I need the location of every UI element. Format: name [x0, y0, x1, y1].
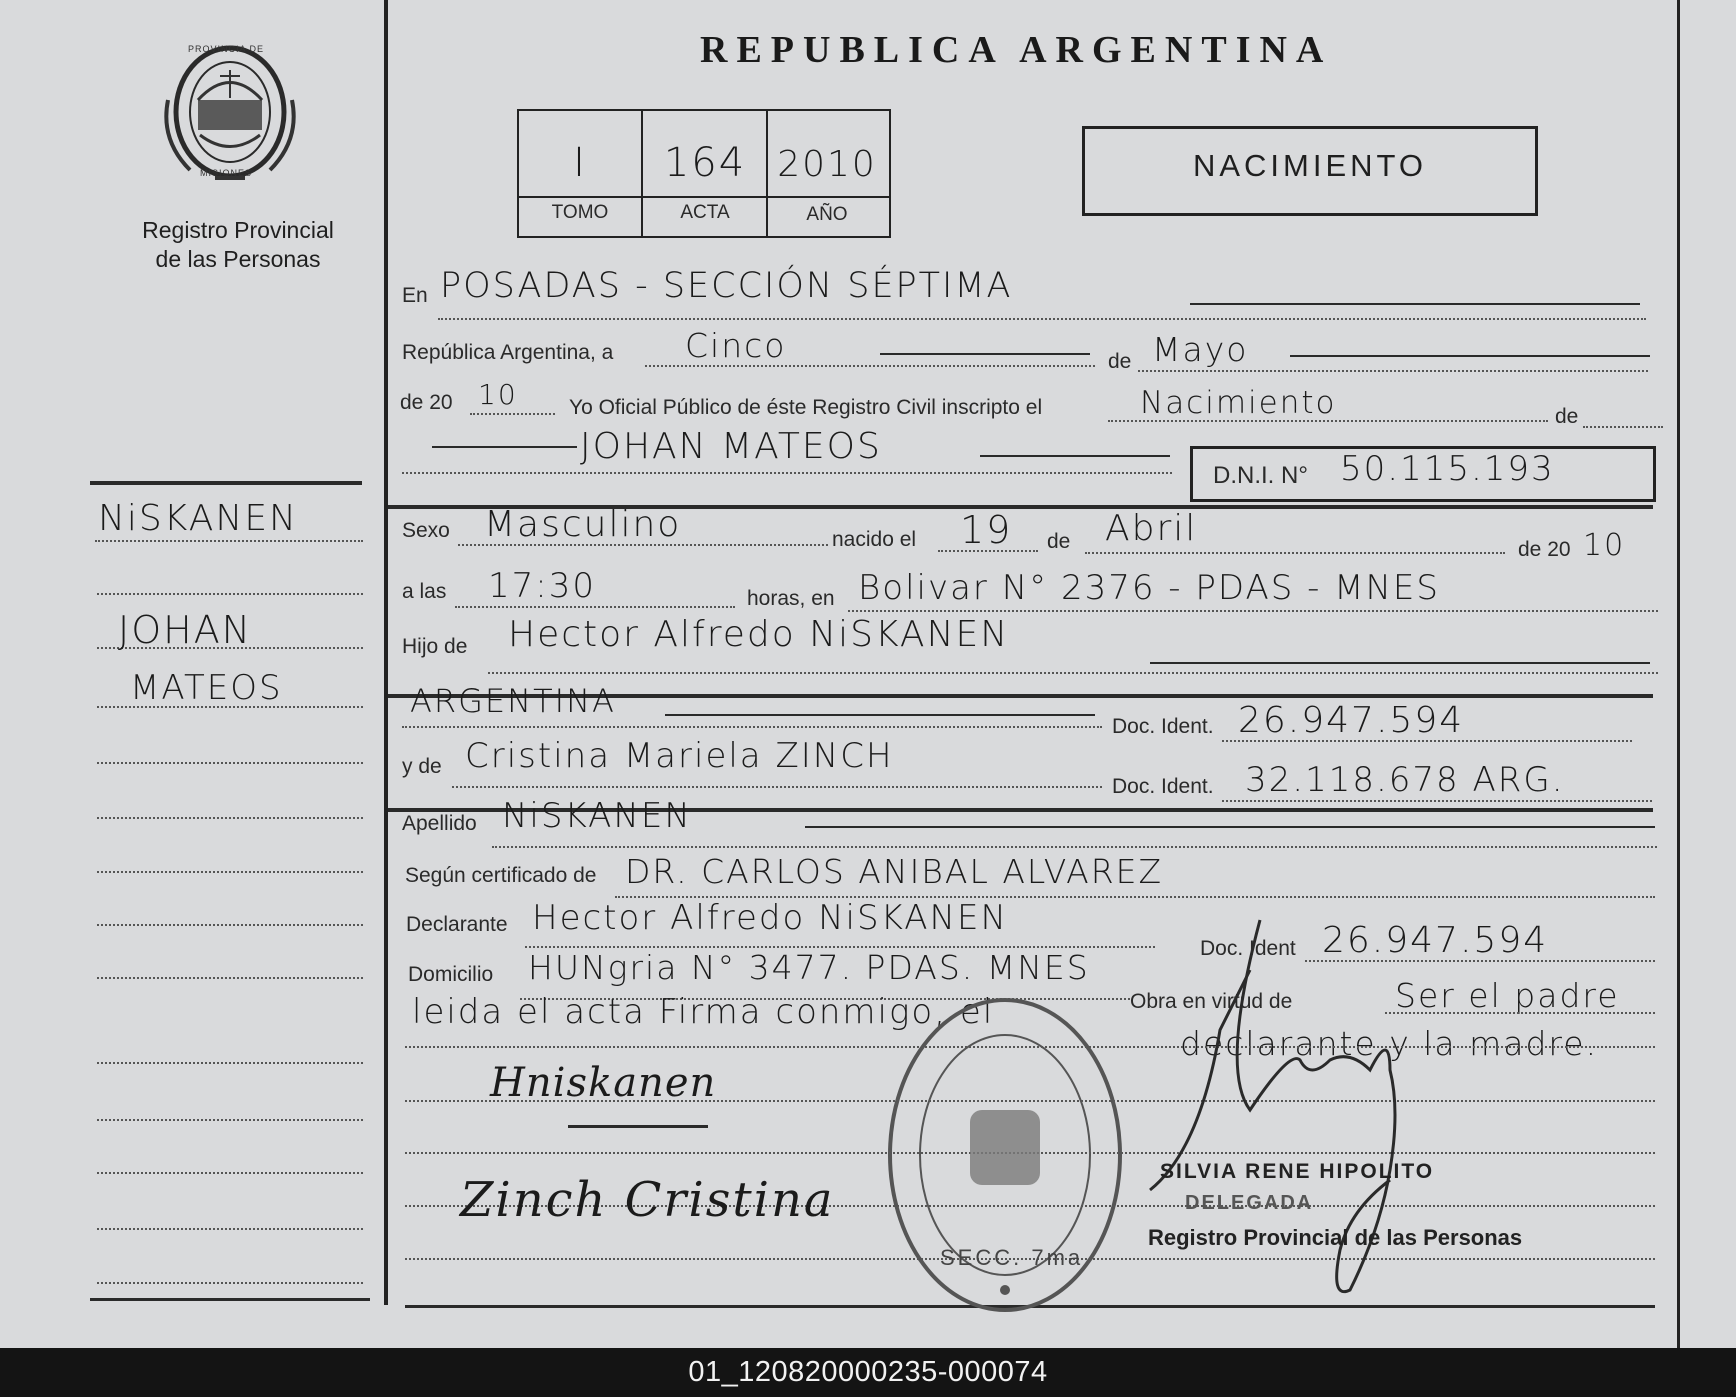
- sexo-label: Sexo: [402, 519, 450, 542]
- lugar-value: Bolivar N° 2376 - PDAS - MNES: [858, 568, 1440, 608]
- padre-doc-value: 26.947.594: [1238, 700, 1465, 741]
- inscripto-line: [1108, 420, 1548, 422]
- alas-label: a las: [402, 580, 447, 603]
- margin-line: [97, 977, 363, 979]
- registry-name-line2: de las Personas: [155, 246, 321, 272]
- padre-line-stroke: [1150, 662, 1650, 664]
- doc-ident-label-3: Doc. Ident: [1200, 937, 1296, 960]
- yde-label: y de: [402, 755, 442, 778]
- name-line-stroke-right: [980, 455, 1170, 457]
- margin-top-rule: [90, 481, 362, 485]
- margin-line: [97, 1062, 363, 1064]
- leida-text-1: leida el acta Firma conmigo, el: [412, 992, 995, 1032]
- apellido-line: [492, 846, 1657, 848]
- acta-label: ACTA: [680, 202, 730, 223]
- declarante-doc-value: 26.947.594: [1322, 920, 1549, 961]
- madre-doc-line: [1222, 800, 1652, 802]
- padre-nationality: ARGENTINA: [410, 682, 616, 720]
- nacido-year-suffix: 10: [1583, 528, 1626, 563]
- de20-label-2: de 20: [1518, 538, 1571, 561]
- domicilio-value: HUNgria N° 3477. PDAS. MNES: [528, 948, 1090, 987]
- left-column-divider: [384, 0, 388, 1305]
- hora-value: 17:30: [488, 566, 596, 606]
- doc-ident-label-2: Doc. Ident.: [1112, 775, 1214, 798]
- de-label: de: [1108, 350, 1132, 373]
- emblem-text-top: PROVINCIA DE: [188, 44, 265, 54]
- obra-label: Obra en virtud de: [1130, 990, 1293, 1013]
- margin-surname: NiSKANEN: [98, 498, 298, 539]
- declarante-value: Hector Alfredo NiSKANEN: [532, 898, 1008, 938]
- madre-doc-value: 32.118.678 ARG.: [1245, 760, 1565, 800]
- margin-second-name: MATEOS: [130, 668, 283, 708]
- nacido-dia: 19: [960, 508, 1013, 552]
- certificado-value: DR. CARLOS ANIBAL ALVAREZ: [625, 852, 1164, 891]
- anio-label: AÑO: [806, 204, 848, 225]
- hora-line: [455, 606, 735, 608]
- en-line-stroke: [1190, 303, 1640, 305]
- lugar-line: [848, 610, 1658, 612]
- nacido-label: nacido el: [832, 528, 917, 551]
- dia-value: Cinco: [685, 326, 787, 365]
- anio-value: 2010: [777, 144, 877, 185]
- margin-bottom-rule: [90, 1298, 370, 1301]
- margin-line: [97, 817, 363, 819]
- mes-line-stroke: [1290, 355, 1650, 357]
- official-title: DELEGADA: [1185, 1192, 1314, 1214]
- registry-name-line1: Registro Provincial: [142, 217, 334, 243]
- oficial-text: Yo Oficial Público de éste Registro Civil inscripto el: [569, 396, 1043, 419]
- padre-line: [488, 672, 1658, 674]
- hijo-label: Hijo de: [402, 635, 468, 658]
- republica-label: República Argentina, a: [402, 341, 614, 364]
- dni-value: 50.115.193: [1340, 449, 1555, 489]
- horas-en-label: horas, en: [747, 587, 835, 610]
- mes-value: Mayo: [1152, 330, 1249, 369]
- de-label-2: de: [1555, 405, 1579, 428]
- domicilio-label: Domicilio: [408, 963, 494, 986]
- de-label-3: de: [1047, 530, 1071, 553]
- year-suffix: 10: [478, 378, 518, 411]
- leida-text-2: declarante y la madre.: [1180, 1024, 1599, 1063]
- apellido-line-stroke: [805, 826, 1655, 828]
- margin-line: [97, 1282, 363, 1284]
- de20-label: de 20: [400, 391, 453, 414]
- declarante-label: Declarante: [406, 913, 508, 936]
- dni-label: D.N.I. N°: [1213, 462, 1308, 489]
- document-type-label: NACIMIENTO: [1192, 148, 1428, 183]
- seal-inner-text: SECC. 7ma: [940, 1245, 1084, 1270]
- right-page-edge: [1677, 0, 1680, 1348]
- emblem-text-bottom: MISIONES: [200, 168, 253, 178]
- sexo-value: Masculino: [484, 504, 682, 545]
- margin-line: [97, 1119, 363, 1121]
- scan-id: 01_120820000235-000074: [688, 1356, 1048, 1388]
- margin-line: [97, 593, 363, 595]
- dia-line: [645, 365, 1095, 367]
- nacido-dia-line: [938, 550, 1038, 552]
- nac-line: [402, 726, 1102, 728]
- inscripto-value: Nacimiento: [1140, 385, 1337, 421]
- nacido-mes: Abril: [1105, 508, 1198, 549]
- margin-first-name: JOHAN: [118, 608, 253, 652]
- nac-line-stroke: [665, 714, 1095, 716]
- year-line: [470, 413, 555, 415]
- name-line: [402, 472, 1172, 474]
- certificado-label: Según certificado de: [405, 864, 597, 887]
- registered-name: JOHAN MATEOS: [580, 426, 882, 467]
- signature-underline: [568, 1125, 708, 1128]
- official-org: Registro Provincial de las Personas: [1148, 1225, 1523, 1250]
- obra-value: Ser el padre: [1395, 976, 1620, 1015]
- tomo-value: I: [573, 140, 587, 186]
- mes-line: [1138, 370, 1648, 372]
- declarante-signature: Hniskanen: [490, 1060, 717, 1106]
- nacido-mes-line: [1085, 552, 1505, 554]
- doc-ident-label: Doc. Ident.: [1112, 715, 1214, 738]
- padre-value: Hector Alfredo NiSKANEN: [508, 614, 1010, 655]
- de-line-2: [1583, 426, 1663, 428]
- official-name: SILVIA RENE HIPOLITO: [1160, 1160, 1435, 1183]
- madre-value: Cristina Mariela ZINCH: [465, 736, 894, 776]
- madre-signature: Zinch Cristina: [460, 1172, 835, 1228]
- margin-line: [95, 540, 363, 542]
- tomo-label: TOMO: [551, 202, 609, 223]
- dia-line-stroke: [880, 353, 1090, 355]
- en-line: [438, 318, 1646, 320]
- margin-line: [97, 1228, 363, 1230]
- apellido-value: NiSKANEN: [502, 796, 692, 836]
- country-title: REPUBLICA ARGENTINA: [700, 29, 1333, 71]
- padre-doc-line: [1222, 740, 1632, 742]
- sexo-line: [458, 544, 828, 546]
- margin-line: [97, 1172, 363, 1174]
- name-line-stroke-left: [432, 446, 577, 448]
- acta-value: 164: [663, 140, 747, 186]
- apellido-label: Apellido: [402, 812, 477, 835]
- en-value: POSADAS - SECCIÓN SÉPTIMA: [440, 266, 1013, 306]
- margin-line: [97, 924, 363, 926]
- margin-line: [97, 762, 363, 764]
- margin-line: [97, 871, 363, 873]
- en-label: En: [402, 284, 428, 307]
- madre-line: [452, 786, 1102, 788]
